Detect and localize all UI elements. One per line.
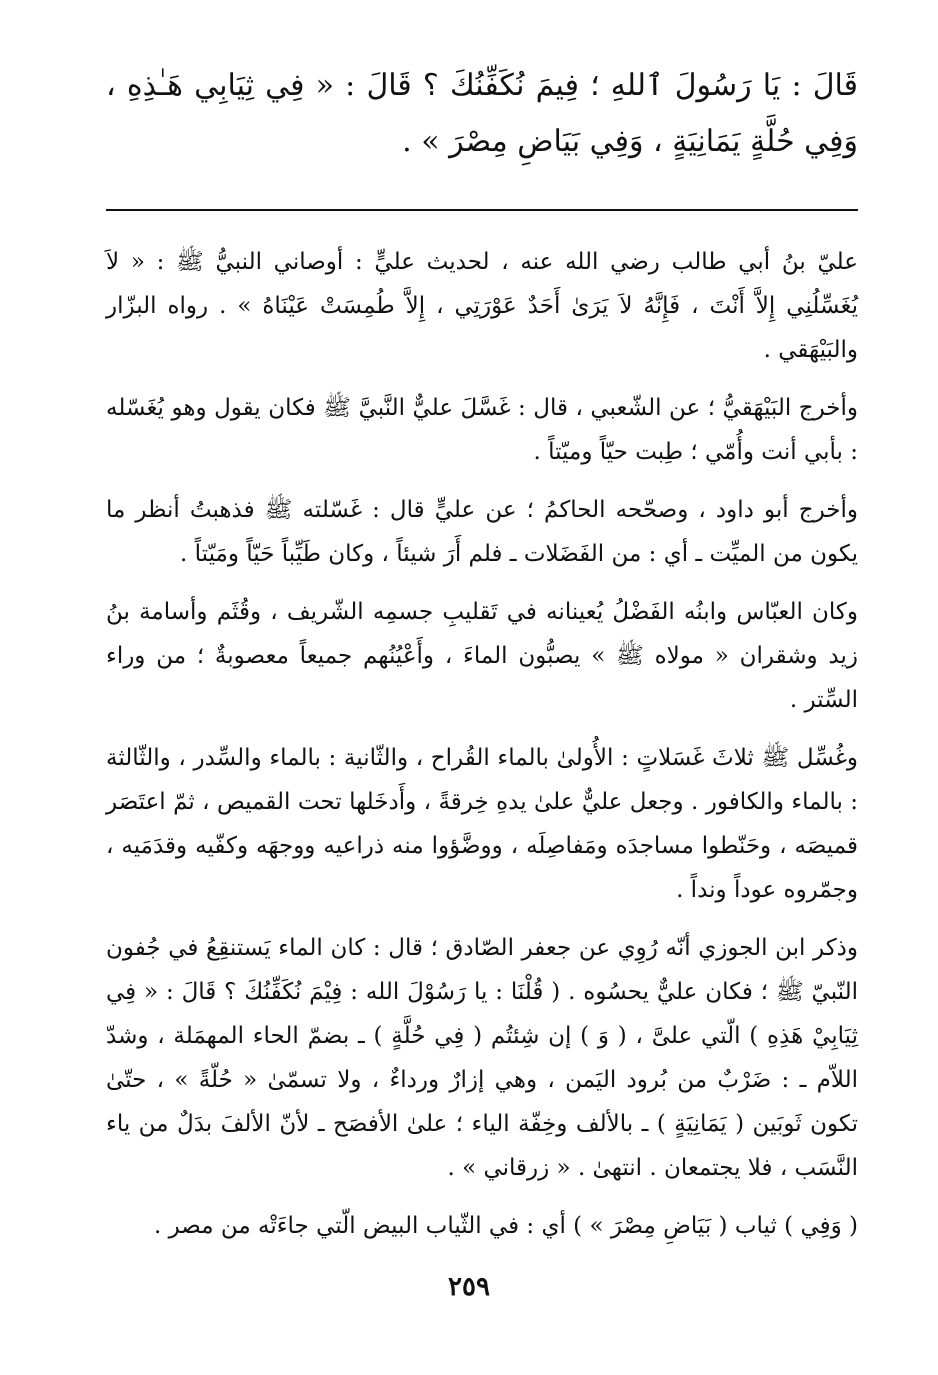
footnote-divider bbox=[106, 209, 858, 211]
note-paragraph: وكان العبّاس وابنُه الفَضْلُ يُعينانه في تَقليبِ جسمِه الشّريف ، وقُثَم وأسامة بنُ زيد وشقران « مولاه ﷺ » يصبُّون الماءَ ، وأَعْيُنُهم جميعاً معصوبةٌ ؛ من وراء السِّتر . bbox=[106, 599, 858, 713]
page-number: ٢٥٩ bbox=[448, 1272, 490, 1302]
note-paragraph: وأخرج البَيْهَقيُّ ؛ عن الشّعبي ، قال : غَسَّلَ عليٌّ النَّبيَّ ﷺ فكان يقول وهو يُغَسّله : بأبي أنت وأُمّي ؛ طِبت حيّاً وميّتاً . bbox=[106, 395, 858, 465]
note-paragraph: وغُسِّل ﷺ ثلاثَ غَسَلاتٍ : الأُولىٰ بالماء القُراح ، والثّانية : بالماء والسِّدر ، والثّالثة : بالماء والكافور . وجعل عليٌّ علىٰ يدهِ خِرقةً ، وأَدخَلها تحت القميص ، ثمّ اعتَصَر قميصَه ، وحَنّطوا مساجدَه ومَفاصِلَه ، ووضَّؤوا منه ذراعيه ووجهَه وكفّيه وقدَمَيه ، وجمّروه عوداً ونداً . bbox=[106, 745, 859, 903]
main-hadith-text: قَالَ : يَا رَسُولَ ٱللهِ ؛ فِيمَ نُكَفِّنُكَ ؟ قَالَ : « فِي ثِيَابِي هَـٰذِهِ ، وَفِي حُلَّةٍ يَمَانِيَةٍ ، وَفِي بَيَاضِ مِصْرَ » . bbox=[106, 68, 858, 159]
note-paragraph: وذكر ابن الجوزي أنّه رُوِي عن جعفر الصّادق ؛ قال : كان الماء يَستنقِعُ في جُفون النّبيّ ﷺ ؛ فكان عليٌّ يحسُوه . ( قُلْنَا : يا رَسُوْلَ الله : فِيْمَ نُكَفِّنُكَ ؟ قَالَ : « فِي ثِيَابِيْ هَذِهِ ) الّتي علىَّ ، ( وَ ) إن شِئتُم ( فِي حُلَّةٍ ) ـ بضمّ الحاء المهمَلة ، وشدّ اللاّم ـ : ضَرْبٌ من بُرود اليَمن ، وهي إزارٌ ورداءٌ ، ولا تسمّىٰ « حُلّةً » ، حتّىٰ تكون ثَوبَين ( يَمَانِيَةٍ ) ـ بالألف وخِفّة الياء ؛ علىٰ الأفصَح ـ لأنّ الألفَ بدَلٌ من ياء النَّسَب ، فلا يجتمعان . انتهىٰ . « زرقاني » . bbox=[106, 935, 858, 1181]
commentary-notes bbox=[106, 240, 858, 1262]
note-paragraph: عليّ بنُ أبي طالب رضي الله عنه ، لحديث عليٍّ : أوصاني النبيُّ ﷺ : « لاَ يُغَسِّلُنِي إِلاَّ أَنْتَ ، فَإِنَّهُ لاَ يَرَىٰ أَحَدٌ عَوْرَتِي ، إِلاَّ طُمِسَتْ عَيْنَاهُ » . رواه البزّار والبَيْهَقي . bbox=[106, 249, 858, 363]
note-paragraph: وأخرج أبو داود ، وصحّحه الحاكمُ ؛ عن عليٍّ قال : غَسّلته ﷺ فذهبتُ أنظر ما يكون من الميِّت ـ أي : من الفَضَلات ـ فلم أَرَ شيئاً ، وكان طَيِّباً حَيّاً ومَيّتاً . bbox=[106, 497, 858, 567]
note-paragraph: ( وَفِي ) ثياب ( بَيَاضِ مِصْرَ » ) أي : في الثّياب البيض الّتي جاءَتْه من مصر . bbox=[153, 1213, 858, 1239]
